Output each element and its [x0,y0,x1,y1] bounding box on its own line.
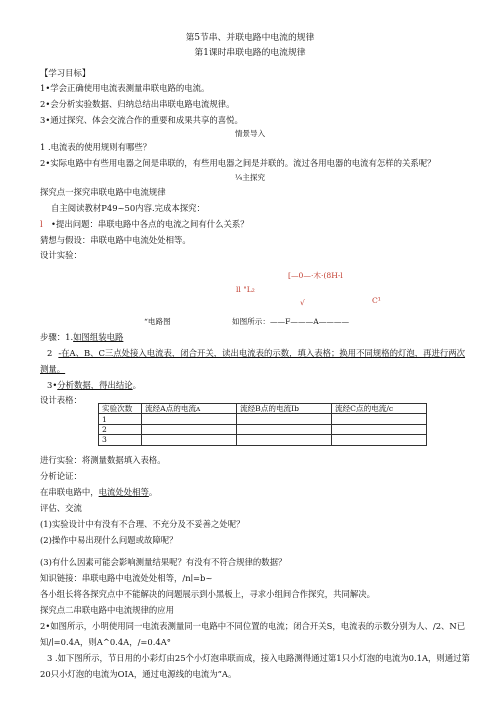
table-cell[interactable] [237,414,332,424]
table-row [99,414,427,424]
evaluate-label: 评估、交流 [40,503,82,513]
question-marker: l [40,219,43,229]
table-header-cell: 流经A点的电流ʌ [142,404,237,414]
step-2-text-end: 测量。 [40,364,66,374]
analysis-label: 分析论证： [40,471,82,481]
conclusion-prefix: 在串联电路中， [40,487,99,497]
exercise-3-line: 3 .如下图所示，节日用的小彩灯由25个小灯泡串联而成，接入电路测得通过第1只小灯泡的电流为0.1A，则通过第 [47,653,470,663]
hypothesis-text: 猜想与假设：串联电路中电流处处相等。 [40,235,191,245]
intro-question: 1 .电流表的使用规则有哪些？ [40,142,152,152]
step-2-line [47,348,465,359]
page-subtitle: 第1课时串联电路的电流规律 [194,48,306,58]
step-2-number: 2 [47,348,53,358]
objectives-heading: 【学习目标】 [40,68,91,78]
section-heading-explore: ¼主探究 [234,173,266,182]
step-2-text: -在A、B、C三点处接入电流表，闭合开关，读出电流表的示数，填入表格；换用不同规格的灯泡，再进行两次 [58,348,466,358]
explore-title: 探究点一探究串联电路中电流规律 [40,187,166,197]
table-cell[interactable] [142,414,237,424]
table-header-cell: 流经B点的电流Ib [237,404,332,414]
circuit-top-wire: [—0—·木·(8H-l [288,271,343,280]
proceed-text: 进行实验：将测量数据填入表格。 [40,455,166,465]
table-header-cell: 实验次数 [99,404,142,414]
explore-2-title: 探究点二串联电路中电流规律的应用 [40,605,174,615]
table-row [99,435,427,445]
page-title: 第5节串、并联电路中电流的规律 [185,33,315,43]
exercise-2-line: 2•如图所示，小明使用同一电流表测量同一电路中不同位置的电流；闭合开关S，电流表的示数分别为人、/2、N已 [40,621,466,631]
evaluate-question: (1)实验设计中有没有不合理、不充分及不妥善之处呢？ [40,519,245,529]
table-row-number: 3 [99,435,142,445]
table-cell[interactable] [142,435,237,445]
step-3-number: 3• [47,380,58,390]
objective-item: 3•通过探究、体会交流合作的重要和成果共享的喜悦。 [40,115,243,125]
intro-question: 2•实际电路中有些用电器之间是串联的，有些用电器之间是并联的。流过各用电器的电流有怎样的关系呢？ [40,158,436,168]
reading-instruction: 自主阅读教材P49~50内容.完成本探究： [51,203,205,213]
table-header-cell: 流经C点的电流/c [332,404,427,414]
table-cell[interactable] [142,424,237,434]
exercise-2-line: 知/∣=0.4A，则A^0.4A，/=0.4A° [40,637,171,647]
knowledge-link: 知识链接：串联电路中电流处处相等，∕n∣=b~ [40,573,213,583]
circuit-point-c: C¹ [372,296,381,305]
question-text: •提出问题：串联电路中各点的电流之间有什么关系？ [51,219,249,229]
step-1-text: 如图组装电路 [73,332,124,342]
step-3-text: 分析数据，得出结论 [57,380,133,390]
table-cell[interactable] [237,435,332,445]
step-3-line [47,380,141,391]
conclusion-line [40,487,157,498]
objective-item: 1•学会正确使用电流表测量串联电路的电流。 [40,83,210,93]
conclusion-end: 。 [148,487,158,497]
exercise-3-line: 20只小灯泡的电流为OIA，通过电源线的电流为”A。 [40,669,237,679]
section-heading-intro: 情景导入 [234,129,266,138]
table-cell[interactable] [332,414,427,424]
data-table [98,403,427,446]
steps-line [40,332,123,343]
circuit-lamp-label: ll "L₂ [236,285,255,294]
table-header-row [99,404,427,414]
conclusion-answer: 电流处处相等 [98,487,149,497]
step-2-continuation [40,364,65,375]
table-row-number: 1 [99,414,142,424]
design-label: 设计实验： [40,250,82,260]
table-cell[interactable] [332,435,427,445]
steps-label: 步骤：1. [40,332,74,342]
table-row [99,424,427,434]
circuit-description: 如图所示：——F———A———— [232,317,350,326]
table-label: 设计表格： [40,395,82,405]
circuit-caption: “电路图 [144,317,171,326]
circuit-mid-mark: √ [300,298,305,307]
evaluate-question: (2)操作中易出现什么问题或故障呢？ [40,535,178,545]
evaluate-question: (3)有什么因素可能会影响测量结果呢？有没有不符合规律的数据？ [40,557,287,567]
objective-item: 2•会分析实验数据、归纳总结出串联电路电流规律。 [40,99,235,109]
table-cell[interactable] [237,424,332,434]
table-cell[interactable] [332,424,427,434]
group-instruction: 各小组长将各探究点中不能解决的问题展示到小黑板上，寻求小组间合作探究，共同解决。 [40,589,375,599]
step-3-end: 。 [132,380,142,390]
table-row-number: 2 [99,424,142,434]
